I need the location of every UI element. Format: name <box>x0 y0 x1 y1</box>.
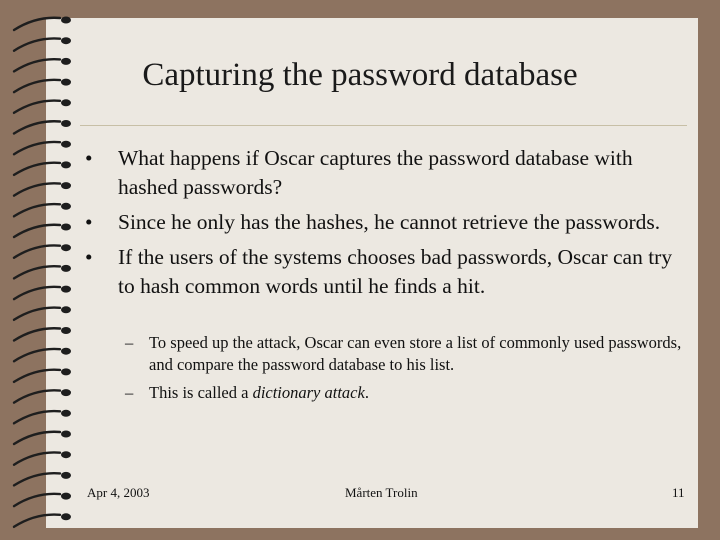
sub-bullet-marker: – <box>125 383 134 402</box>
binder-ring <box>14 390 60 402</box>
binder-hole <box>61 410 71 417</box>
binder-ring <box>14 121 60 133</box>
binder-ring <box>14 452 60 464</box>
binder-ring <box>14 411 60 423</box>
binder-ring <box>14 225 60 237</box>
binder-hole <box>61 472 71 479</box>
binder-ring <box>14 163 60 175</box>
footer-date: Apr 4, 2003 <box>87 485 150 500</box>
binder-ring <box>14 266 60 278</box>
binder-ring <box>14 432 60 444</box>
binder-hole <box>61 161 71 168</box>
bullet-text: If the users of the systems chooses bad passwords, Oscar can try to hash common words until he finds a hit. <box>118 245 673 298</box>
sub-bullet-item <box>125 332 685 376</box>
binder-hole <box>61 37 71 44</box>
sub-bullet-text-suffix: . <box>364 383 369 402</box>
bullet-marker: • <box>85 210 93 234</box>
binder-ring <box>14 328 60 340</box>
binder-ring <box>14 183 60 195</box>
binder-hole <box>61 431 71 438</box>
binder-hole <box>61 120 71 127</box>
binder-hole <box>61 306 71 313</box>
bullet-marker: • <box>85 146 93 170</box>
bullet-item <box>85 208 685 237</box>
binder-ring <box>14 245 60 257</box>
binder-ring <box>14 515 60 527</box>
binder-hole <box>61 17 71 24</box>
title-divider <box>80 125 687 126</box>
binder-hole <box>61 513 71 520</box>
footer-page-number: 11 <box>672 485 685 500</box>
footer-author: Mårten Trolin <box>345 485 418 500</box>
binder-ring <box>14 494 60 506</box>
binder-ring <box>14 349 60 361</box>
binder-hole <box>61 244 71 251</box>
binder-hole <box>61 368 71 375</box>
binder-hole <box>61 451 71 458</box>
dictionary-attack-term: dictionary attack <box>252 383 365 402</box>
binder-hole <box>61 348 71 355</box>
binder-ring <box>14 142 60 154</box>
binder-hole <box>61 182 71 189</box>
bullet-item <box>85 243 685 301</box>
bullet-item <box>85 144 685 202</box>
binder-hole <box>61 286 71 293</box>
binder-ring <box>14 204 60 216</box>
binder-ring <box>14 101 60 113</box>
sub-bullet-marker: – <box>125 333 134 352</box>
binder-ring <box>14 38 60 50</box>
binder-hole <box>61 389 71 396</box>
bullet-text: Since he only has the hashes, he cannot retrieve the passwords. <box>118 210 661 234</box>
binder-ring <box>14 473 60 485</box>
binder-hole <box>61 203 71 210</box>
binder-ring <box>14 18 60 30</box>
binder-hole <box>61 265 71 272</box>
binder-hole <box>61 141 71 148</box>
binder-ring <box>14 308 60 320</box>
sub-bullet-text: To speed up the attack, Oscar can even store a list of commonly used passwords, and compare the password database to his list. <box>149 333 682 374</box>
bullet-marker: • <box>85 245 93 269</box>
sub-bullet-list <box>125 332 685 410</box>
slide-title: Capturing the password database <box>142 57 578 93</box>
sub-bullet-text-prefix: This is called a <box>149 383 253 402</box>
binder-hole <box>61 224 71 231</box>
sub-bullet-item <box>125 382 685 404</box>
bullet-list <box>85 144 685 307</box>
binder-hole <box>61 327 71 334</box>
binder-ring <box>14 370 60 382</box>
binder-ring <box>14 287 60 299</box>
binder-hole <box>61 99 71 106</box>
binder-hole <box>61 493 71 500</box>
bullet-text: What happens if Oscar captures the password database with hashed passwords? <box>118 146 633 199</box>
